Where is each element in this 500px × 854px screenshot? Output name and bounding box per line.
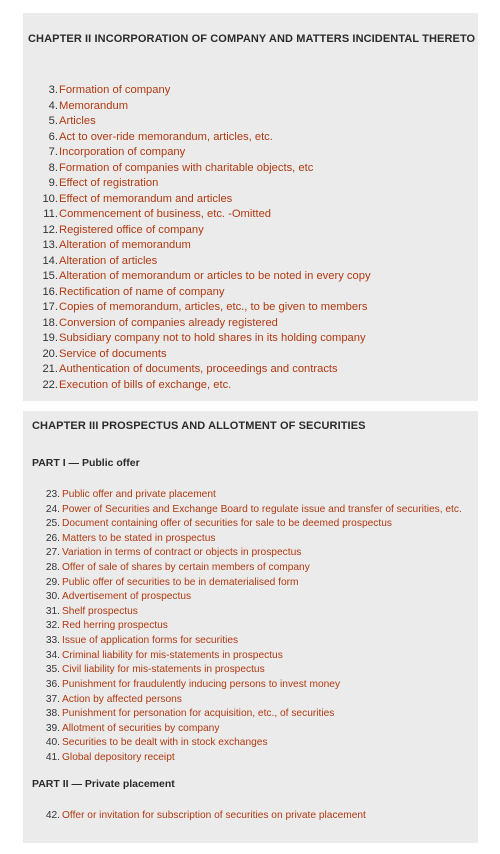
section-link[interactable]: Subsidiary company not to hold shares in its holding company — [59, 332, 366, 344]
section-number: 9. — [48, 177, 58, 189]
section-number: 42. — [45, 810, 60, 821]
section-link[interactable]: Offer or invitation for subscription of securities on private placement — [62, 810, 366, 821]
section-number: 22. — [42, 378, 58, 391]
chapter-2-title: CHAPTER II INCORPORATION OF COMPANY AND MATTERS INCIDENTAL THERETO — [28, 33, 476, 45]
section-link[interactable]: Punishment for fraudulently inducing persons to invest money — [62, 678, 341, 690]
part-2-title: PART II — Private placement — [32, 778, 175, 790]
section-number: 17. — [42, 301, 58, 313]
toc-item — [23, 693, 462, 708]
toc-item — [23, 605, 462, 620]
toc-item — [23, 362, 371, 378]
section-number: 21. — [42, 363, 58, 375]
toc-item — [23, 300, 371, 316]
toc-item — [23, 590, 462, 605]
chapter-3-panel — [23, 411, 478, 843]
section-number: 32. — [45, 620, 60, 632]
chapter-3-title: CHAPTER III PROSPECTUS AND ALLOTMENT OF SECURITIES — [32, 420, 366, 432]
section-number: 14. — [42, 254, 58, 267]
toc-item — [23, 576, 462, 591]
section-number: 13. — [42, 239, 58, 251]
part-2-section-list — [23, 809, 366, 824]
section-link[interactable]: Red herring prospectus — [62, 620, 168, 632]
section-number: 26. — [45, 532, 60, 544]
toc-item — [23, 517, 462, 532]
toc-item — [23, 223, 371, 239]
section-number: 34. — [45, 649, 60, 661]
section-link[interactable]: Public offer of securities to be in dematerialised form — [62, 576, 299, 588]
section-link[interactable]: Copies of memorandum, articles, etc., to be given to members — [59, 301, 368, 313]
section-number: 5. — [48, 115, 58, 127]
section-number: 12. — [42, 223, 58, 236]
toc-item — [23, 619, 462, 634]
section-link[interactable]: Alteration of memorandum — [59, 239, 191, 251]
toc-item — [23, 331, 371, 347]
toc-item — [23, 634, 462, 649]
section-number: 35. — [45, 664, 60, 676]
section-link[interactable]: Global depository receipt — [62, 751, 175, 763]
toc-item — [23, 269, 371, 285]
section-link[interactable]: Effect of registration — [59, 177, 159, 189]
section-link[interactable]: Power of Securities and Exchange Board to regulate issue and transfer of securities, etc. — [62, 503, 462, 515]
section-link[interactable]: Variation in terms of contract or objects in prospectus — [62, 547, 302, 559]
section-number: 33. — [45, 635, 60, 647]
section-link[interactable]: Act to over-ride memorandum, articles, etc. — [59, 130, 273, 143]
section-link[interactable]: Alteration of articles — [59, 254, 158, 267]
section-number: 19. — [42, 332, 58, 344]
toc-item — [23, 83, 371, 99]
toc-item — [23, 207, 371, 223]
section-link[interactable]: Alteration of memorandum or articles to be noted in every copy — [59, 270, 371, 282]
toc-item — [23, 546, 462, 561]
section-number: 23. — [45, 489, 60, 500]
section-link[interactable]: Public offer and private placement — [62, 489, 216, 500]
part-1-section-list — [23, 488, 462, 766]
section-number: 15. — [42, 270, 58, 282]
section-number: 38. — [45, 708, 60, 720]
section-number: 4. — [48, 99, 58, 112]
toc-item — [23, 488, 462, 503]
toc-item — [23, 663, 462, 678]
section-link[interactable]: Formation of company — [59, 84, 171, 96]
toc-item — [23, 285, 371, 301]
toc-item — [23, 722, 462, 737]
toc-item — [23, 145, 371, 161]
section-number: 10. — [42, 192, 58, 205]
toc-item — [23, 192, 371, 208]
section-number: 29. — [45, 576, 60, 588]
section-link[interactable]: Advertisement of prospectus — [62, 591, 192, 603]
section-number: 3. — [48, 84, 58, 96]
section-number: 40. — [45, 737, 60, 749]
toc-item — [23, 130, 371, 146]
section-number: 18. — [42, 316, 58, 329]
section-link[interactable]: Document containing offer of securities for sale to be deemed prospectus — [62, 518, 392, 530]
section-link[interactable]: Punishment for personation for acquisition, etc., of securities — [62, 708, 335, 720]
section-number: 16. — [42, 285, 58, 298]
section-number: 7. — [48, 146, 58, 158]
section-number: 6. — [48, 130, 58, 143]
section-link[interactable]: Securities to be dealt with in stock exchanges — [62, 737, 268, 749]
section-number: 25. — [45, 518, 60, 530]
section-number: 30. — [45, 591, 60, 603]
section-number: 36. — [45, 678, 60, 690]
toc-item — [23, 378, 371, 394]
section-link[interactable]: Offer of sale of shares by certain members of company — [62, 562, 310, 574]
section-number: 20. — [42, 347, 58, 360]
toc-item — [23, 707, 462, 722]
section-link[interactable]: Criminal liability for mis-statements in prospectus — [62, 649, 283, 661]
section-link[interactable]: Articles — [59, 115, 96, 127]
section-link[interactable]: Shelf prospectus — [62, 605, 138, 617]
section-number: 31. — [45, 605, 60, 617]
section-link[interactable]: Civil liability for mis-statements in prospectus — [62, 664, 265, 676]
section-link[interactable]: Incorporation of company — [59, 146, 186, 158]
section-link[interactable]: Execution of bills of exchange, etc. — [59, 378, 232, 391]
section-number: 28. — [45, 562, 60, 574]
section-link[interactable]: Action by affected persons — [62, 693, 182, 705]
toc-item — [23, 532, 462, 547]
toc-item — [23, 238, 371, 254]
section-link[interactable]: Allotment of securities by company — [62, 722, 220, 734]
section-number: 11. — [43, 208, 58, 220]
section-number: 8. — [48, 161, 58, 174]
chapter-2-panel — [23, 13, 478, 401]
section-link[interactable]: Effect of memorandum and articles — [59, 192, 233, 205]
part-1-title: PART I — Public offer — [32, 457, 140, 469]
section-link[interactable]: Issue of application forms for securities — [62, 635, 239, 647]
toc-item — [23, 161, 371, 177]
section-number: 24. — [45, 503, 60, 515]
section-link[interactable]: Commencement of business, etc. -Omitted — [59, 208, 272, 220]
section-link[interactable]: Formation of companies with charitable objects, etc — [59, 161, 314, 174]
section-link[interactable]: Authentication of documents, proceedings and contracts — [59, 363, 338, 375]
toc-item — [23, 809, 366, 824]
toc-item — [23, 649, 462, 664]
toc-item — [23, 176, 371, 192]
toc-item — [23, 751, 462, 766]
toc-item — [23, 114, 371, 130]
section-number: 41. — [45, 751, 60, 763]
toc-item — [23, 736, 462, 751]
chapter-2-section-list — [23, 83, 371, 393]
toc-item — [23, 678, 462, 693]
section-number: 37. — [45, 693, 60, 705]
toc-item — [23, 254, 371, 270]
section-link[interactable]: Memorandum — [59, 99, 129, 112]
section-link[interactable]: Registered office of company — [59, 223, 204, 236]
section-link[interactable]: Conversion of companies already registered — [59, 316, 278, 329]
toc-item — [23, 503, 462, 518]
toc-item — [23, 99, 371, 115]
section-number: 39. — [45, 722, 60, 734]
toc-item — [23, 561, 462, 576]
section-link[interactable]: Service of documents — [59, 347, 167, 360]
section-number: 27. — [45, 547, 60, 559]
toc-item — [23, 316, 371, 332]
section-link[interactable]: Matters to be stated in prospectus — [62, 532, 216, 544]
section-link[interactable]: Rectification of name of company — [59, 285, 225, 298]
toc-item — [23, 347, 371, 363]
